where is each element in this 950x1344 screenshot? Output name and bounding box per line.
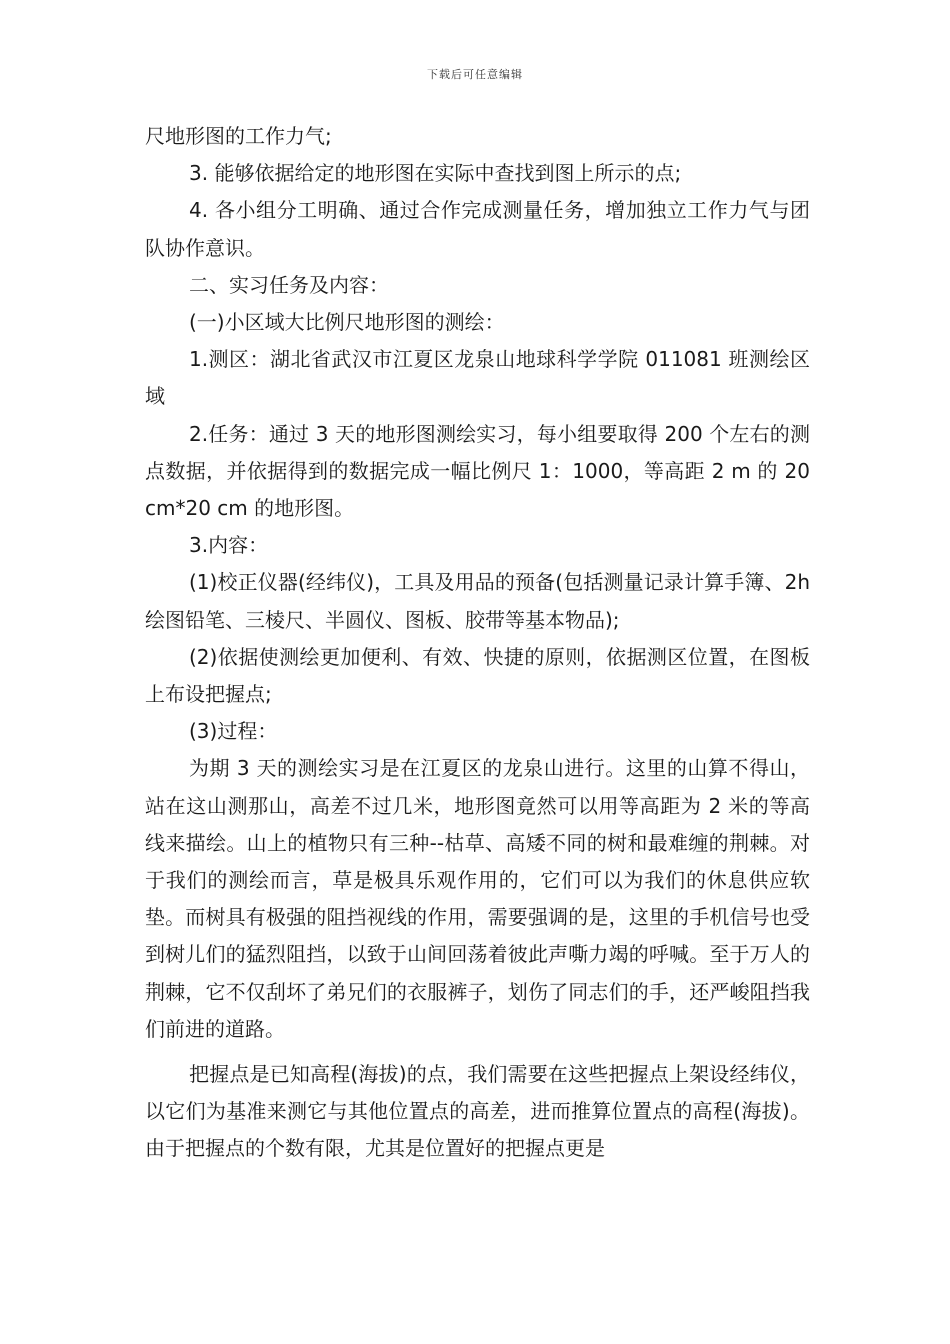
page-header: 下载后可任意编辑 xyxy=(427,68,523,81)
document-body xyxy=(145,118,810,1168)
paragraph-goal-3: 3. 能够依据给定的地形图在实际中查找到图上所示的点; xyxy=(189,161,682,186)
paragraph-continuation: 尺地形图的工作力气; xyxy=(145,124,332,148)
paragraph-task: 2.任务：通过 3 天的地形图测绘实习，每小组要取得 200 个左右的测点数据，并依据得到的数据完成一幅比例尺 1：1000，等高距 2 m 的 20 cm*20 cm 的地形图。 xyxy=(145,421,810,521)
paragraph-goal-4: 4. 各小组分工明确、通过合作完成测量任务，增加独立工作力气与团队协作意识。 xyxy=(145,198,810,260)
section-heading-tasks: 二、实习任务及内容： xyxy=(189,272,389,297)
paragraph-content-1: (1)校正仪器(经纬仪)，工具及用品的预备(包括测量记录计算手簿、2h 绘图铅笔、三棱尺、半圆仪、图板、胶带等基本物品); xyxy=(145,570,810,632)
paragraph-content-heading: 3.内容： xyxy=(189,533,269,558)
paragraph-content-3: (3)过程： xyxy=(189,719,278,744)
paragraph-content-2: (2)依据使测绘更加便利、有效、快捷的原则，依据测区位置，在图板上布设把握点; xyxy=(145,644,810,707)
paragraph-control-points: 把握点是已知高程(海拔)的点，我们需要在这些把握点上架设经纬仪，以它们为基准来测它与其他位置点的高差，进而推算位置点的高程(海拔)。由于把握点的个数有限，尤其是位置好的把握点更是 xyxy=(145,1062,810,1161)
paragraph-process-narrative: 为期 3 天的测绘实习是在江夏区的龙泉山进行。这里的山算不得山，站在这山测那山，高差不过几米，地形图竟然可以用等高距为 2 米的等高线来描绘。山上的植物只有三种--枯草、高矮不同的树和最难缠的荆棘。对于我们的测绘而言，草是极具乐观作用的，它们可以为我们的休息供应软垫。而树具有极强的阻挡视线的作用，需要强调的是，这里的手机信号也受到树儿们的猛烈阻挡，以致于山间回荡着彼此声嘶力竭的呼喊。至于万人的荆棘，它不仅刮坏了弟兄们的衣服裤子，划伤了同志们的手，还严峻阻挡我们前进的道路。 xyxy=(145,756,810,1041)
paragraph-survey-area: 1.测区：湖北省武汉市江夏区龙泉山地球科学学院 011081 班测绘区域 xyxy=(145,347,810,409)
subsection-heading-mapping: (一)小区域大比例尺地形图的测绘： xyxy=(189,310,505,335)
